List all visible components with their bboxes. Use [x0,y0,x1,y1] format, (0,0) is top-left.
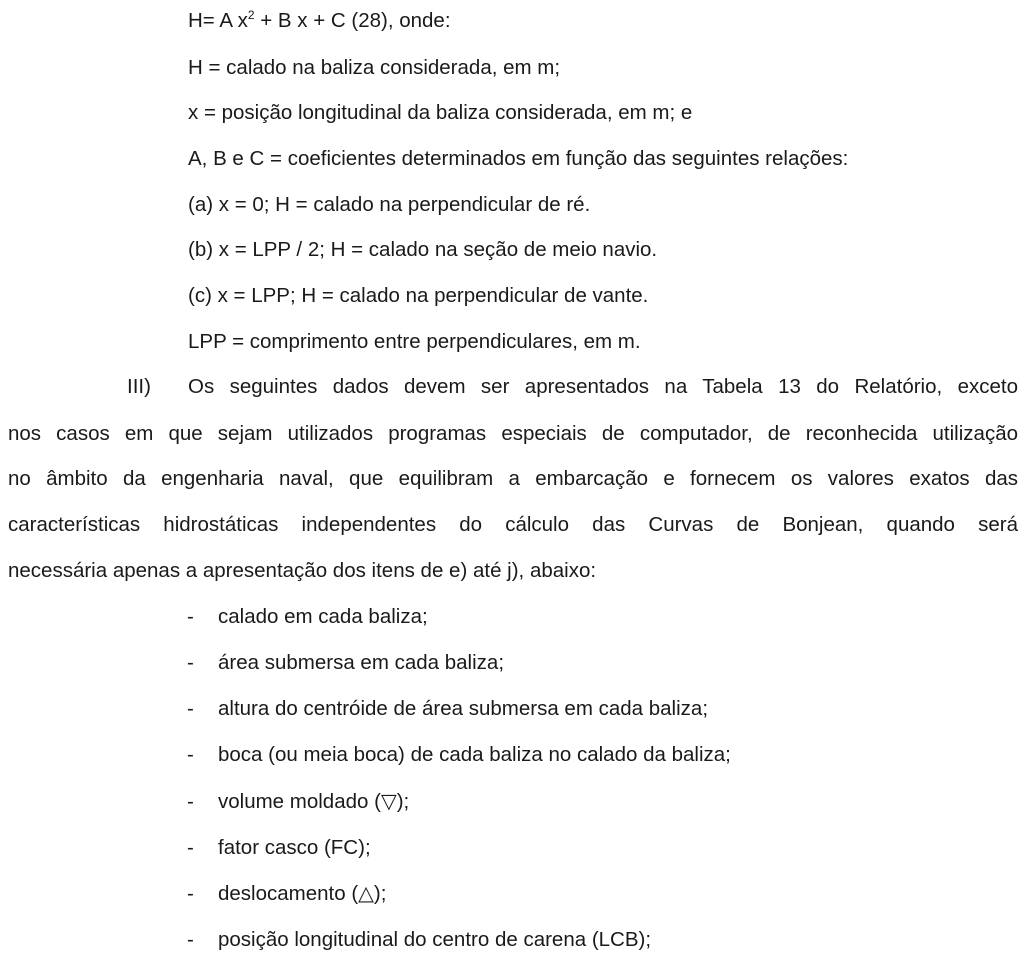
list-item: altura do centróide de área submersa em cada baliza; [218,697,709,720]
list-item: boca (ou meia boca) de cada baliza no calado da baliza; [218,743,731,766]
definition-coefficients: A, B e C = coeficientes determinados em função das seguintes relações: [188,147,849,170]
relation-a: (a) x = 0; H = calado na perpendicular de ré. [188,193,591,216]
bullet-marker: - [187,882,194,905]
bullet-marker: - [187,928,194,951]
definition-lpp: LPP = comprimento entre perpendiculares, em m. [188,330,641,353]
list-item: volume moldado (▽); [218,790,410,813]
formula-line [188,9,451,33]
paragraph-line-3: no âmbito da engenharia naval, que equilibram a embarcação e fornecem os valores exatos das [8,467,1018,490]
relation-b: (b) x = LPP / 2; H = calado na seção de meio navio. [188,238,658,261]
paragraph-line-5: necessária apenas a apresentação dos itens de e) até j), abaixo: [8,559,597,582]
formula-exponent: 2 [247,8,255,22]
list-item: deslocamento (△); [218,882,387,905]
paragraph-line-4: características hidrostáticas independentes do cálculo das Curvas de Bonjean, quando será [8,513,1018,536]
bullet-marker: - [187,743,194,766]
bullet-marker: - [187,790,194,813]
list-item: posição longitudinal do centro de carena (LCB); [218,928,652,951]
bullet-marker: - [187,697,194,720]
relation-c: (c) x = LPP; H = calado na perpendicular de vante. [188,284,649,307]
definition-x: x = posição longitudinal da baliza considerada, em m; e [188,101,693,124]
bullet-marker: - [187,605,194,628]
definition-h: H = calado na baliza considerada, em m; [188,56,561,79]
section-numeral: III) [127,375,151,398]
list-item: calado em cada baliza; [218,605,428,628]
list-item: área submersa em cada baliza; [218,651,505,674]
formula-prefix: H= A x [188,9,248,32]
formula-suffix: + B x + C (28), onde: [260,9,451,32]
paragraph-line-1: Os seguintes dados devem ser apresentados na Tabela 13 do Relatório, exceto [188,375,1018,398]
list-item: fator casco (FC); [218,836,371,859]
bullet-marker: - [187,651,194,674]
paragraph-line-2: nos casos em que sejam utilizados programas especiais de computador, de reconhecida utilização [8,422,1018,445]
bullet-marker: - [187,836,194,859]
